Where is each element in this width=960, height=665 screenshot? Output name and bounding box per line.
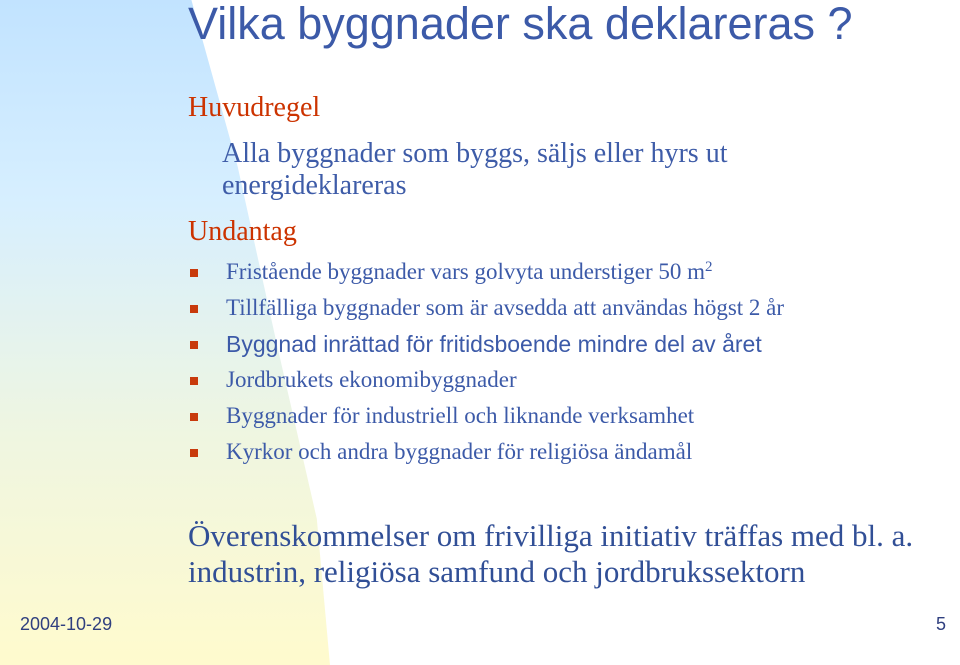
exception-text: Jordbrukets ekonomibyggnader — [226, 367, 517, 392]
main-rule-text: Alla byggnader som byggs, säljs eller hyrs ut energideklareras — [222, 138, 728, 201]
main-rule-heading: Huvudregel — [188, 92, 321, 123]
square-bullet-icon — [190, 341, 198, 349]
square-bullet-icon — [190, 413, 198, 421]
exception-text: Fristående byggnader vars golvyta understiger 50 m — [226, 259, 706, 284]
exception-item-temporary-buildings — [188, 290, 928, 326]
exception-item-floor-area — [188, 254, 928, 290]
exceptions-heading: Undantag — [188, 216, 297, 247]
voluntary-agreements-text: Överenskommelser om frivilliga initiativ träffas med bl. a. industrin, religiösa samfund och jordbrukssektorn — [188, 518, 914, 589]
page-number: 5 — [935, 614, 946, 634]
square-bullet-icon — [190, 305, 198, 313]
exceptions-list — [188, 254, 928, 470]
exception-item-industrial-buildings — [188, 398, 928, 434]
exception-item-agricultural-buildings — [188, 362, 928, 398]
square-bullet-icon — [190, 449, 198, 457]
square-bullet-icon — [190, 269, 198, 277]
square-bullet-icon — [190, 377, 198, 385]
slide-title: Vilka byggnader ska deklareras ? — [188, 0, 853, 49]
footer-date: 2004-10-29 — [20, 614, 113, 634]
exception-text: Byggnader för industriell och liknande verksamhet — [226, 403, 695, 428]
exception-item-religious-buildings — [188, 434, 928, 470]
exception-text: Kyrkor och andra byggnader för religiösa ändamål — [226, 439, 693, 464]
exception-text: Byggnad inrättad för fritidsboende mindre del av året — [226, 331, 762, 357]
exception-text: Tillfälliga byggnader som är avsedda att användas högst 2 år — [226, 295, 785, 320]
exception-item-holiday-homes — [188, 326, 928, 362]
superscript-two: 2 — [705, 259, 713, 275]
